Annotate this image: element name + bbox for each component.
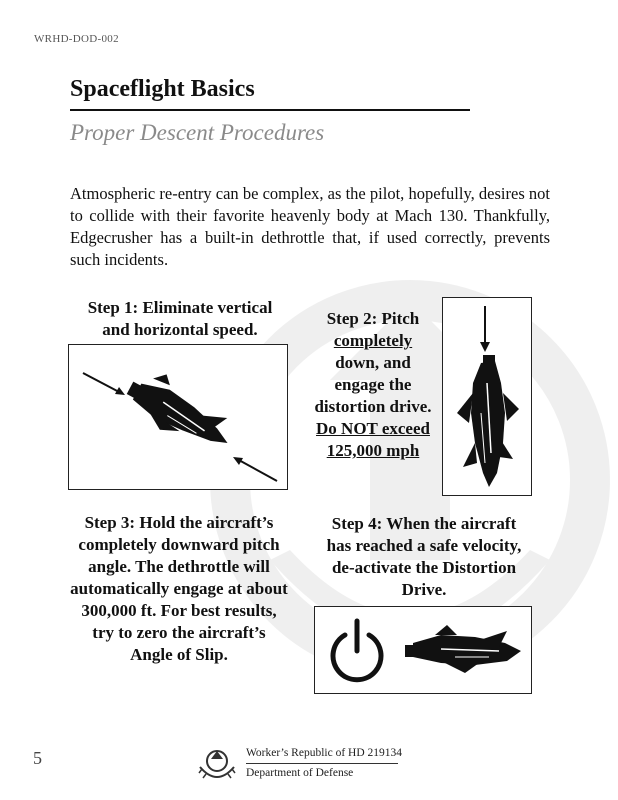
step-2-emphasis-completely: completely — [333, 331, 413, 350]
step-2-figure — [442, 297, 532, 496]
ship-level-icon — [405, 625, 521, 673]
step-4-figure — [314, 606, 532, 694]
footer-department: Department of Defense — [246, 767, 354, 779]
footer-organization: Worker’s Republic of HD 219134 — [246, 747, 403, 759]
step-4-text: Step 4: When the aircraft has reached a safe velocity, de-activate the Distortion Drive. — [326, 514, 522, 599]
page-subtitle: Proper Descent Procedures — [70, 120, 325, 145]
step-2-text — [314, 308, 432, 462]
page-title: Spaceflight Basics — [70, 76, 255, 102]
republic-emblem-icon — [196, 743, 238, 785]
step-2-part-1: Step 2: Pitch — [326, 309, 420, 328]
ship-pitch-down-icon — [443, 298, 531, 495]
step-2-warning: Do NOT exceed 125,000 mph — [316, 419, 430, 460]
step-1-text: Step 1: Eliminate vertical and horizontal speed. — [87, 298, 273, 339]
footer-rule — [246, 763, 398, 764]
document-id: WRHD-DOD-002 — [34, 33, 119, 45]
page-number: 5 — [33, 748, 42, 768]
step-1-figure — [68, 344, 288, 490]
title-rule — [70, 109, 470, 111]
power-off-icon — [333, 621, 381, 680]
step-2-part-3: down, and engage the distortion drive. — [314, 353, 432, 416]
intro-paragraph: Atmospheric re-entry can be complex, as the pilot, hopefully, desires not to collide with their favorite heavenly body at Mach 130. Thankfully, Edgecrusher has a built-in dethrottle that, if used correctly, prevents such incidents. — [70, 184, 550, 269]
step-3-text: Step 3: Hold the aircraft’s completely downward pitch angle. The dethrottle will automatically engage at about 300,000 ft. For best results, try to zero the aircraft’s Angle of Slip. — [70, 513, 288, 664]
ship-descent-diagonal-icon — [69, 345, 287, 489]
